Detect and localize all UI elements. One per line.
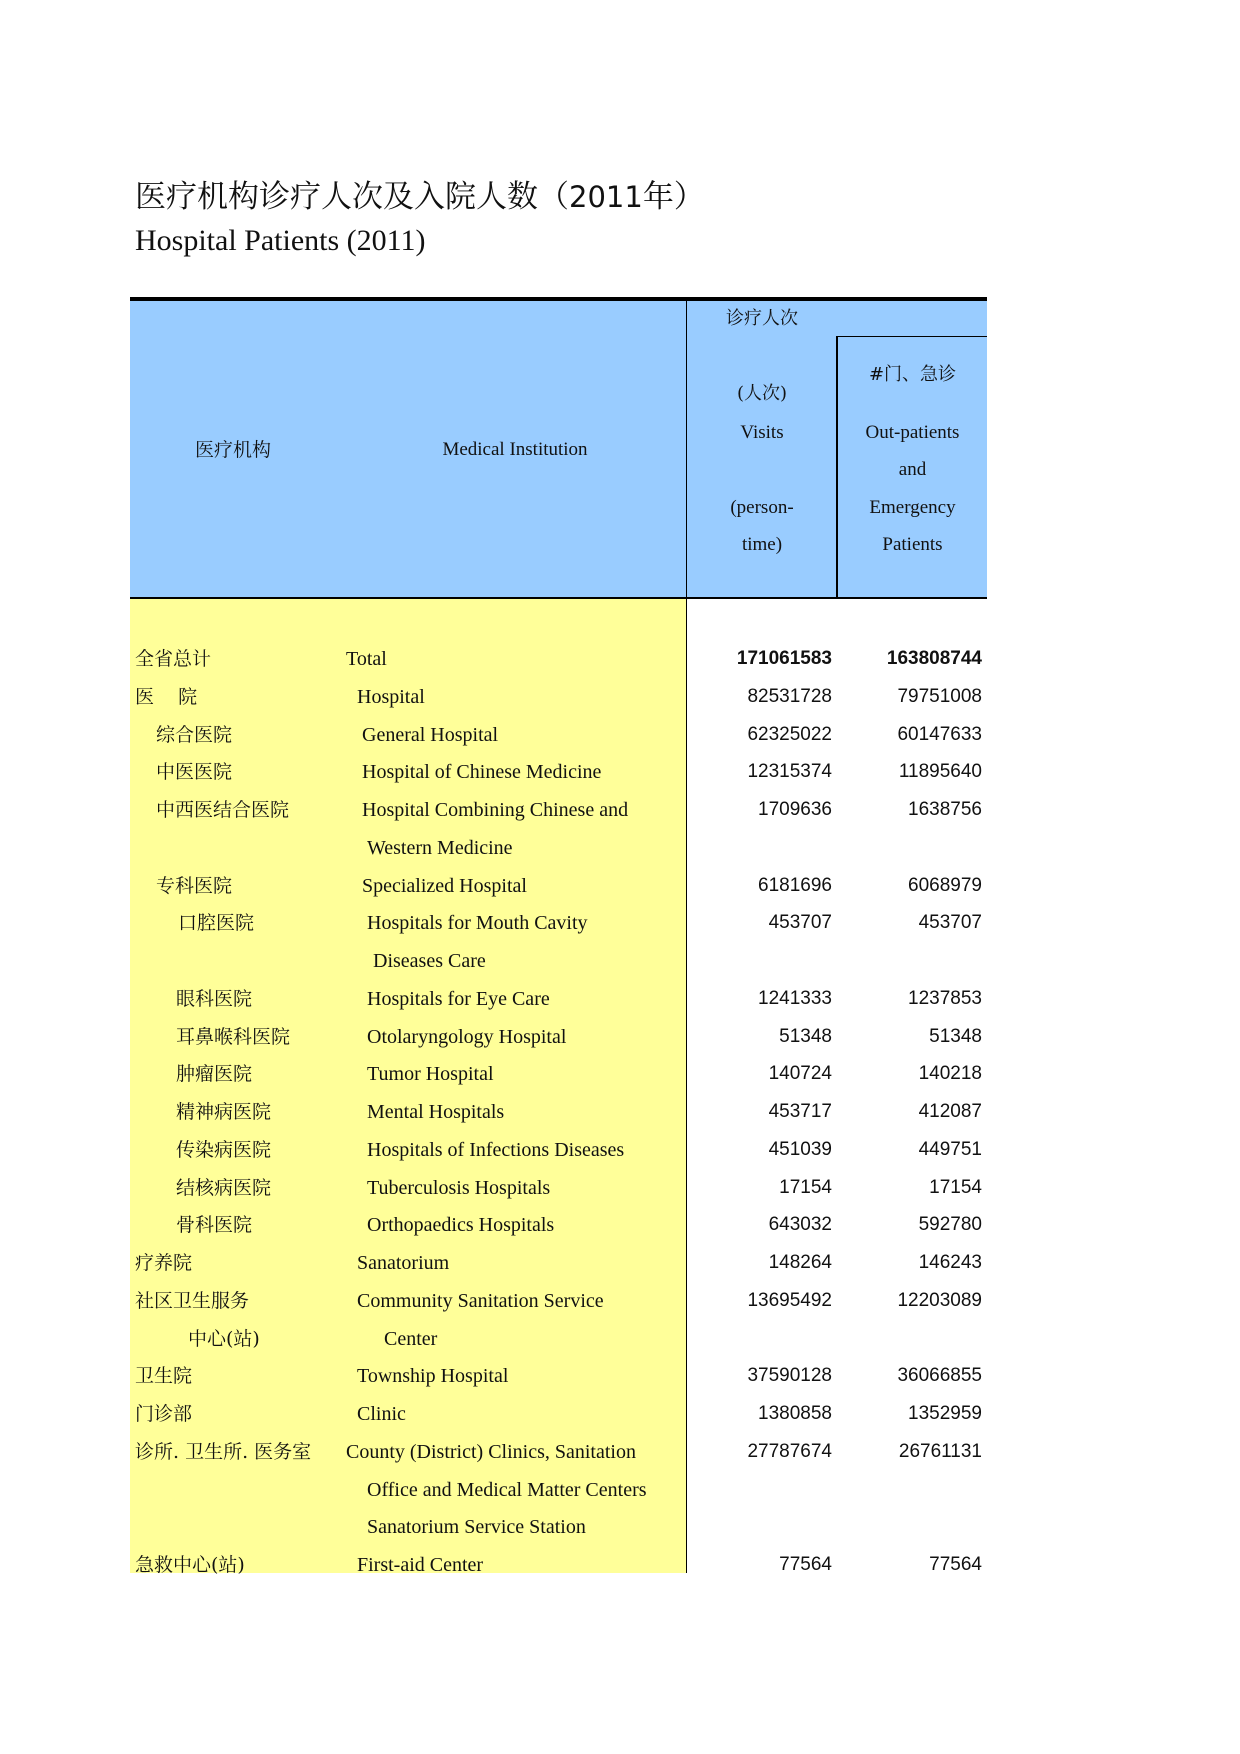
row-outpatients-value: 60147633: [897, 724, 982, 745]
row-label-en: Hospitals of Infections Diseases: [367, 1139, 625, 1161]
row-label-zh: 卫生院: [135, 1365, 193, 1387]
row-visits-value: 1241333: [758, 988, 832, 1009]
row-label-en: Sanatorium: [357, 1252, 450, 1274]
row-visits-value: 171061583: [736, 648, 832, 669]
row-label-en: Hospital Combining Chinese and: [362, 799, 629, 821]
row-label-zh: 疗养院: [135, 1252, 193, 1274]
row-outpatients-value: 1352959: [908, 1403, 982, 1424]
row-label-zh: 中医医院: [156, 761, 233, 783]
row-label-en: Tuberculosis Hospitals: [367, 1177, 551, 1199]
row-label-zh: 全省总计: [135, 648, 212, 670]
header-outpatients-en-3: Emergency: [869, 497, 956, 518]
title-zh-suffix: 年）: [642, 179, 705, 214]
row-outpatients-value: 412087: [918, 1101, 982, 1122]
column-divider-labels-values: [686, 301, 687, 1573]
row-label-en: Orthopaedics Hospitals: [367, 1214, 555, 1236]
row-visits-value: 6181696: [758, 875, 832, 896]
row-outpatients-value: 449751: [918, 1139, 982, 1160]
row-visits-value: 453707: [768, 912, 832, 933]
row-label-en-continued: Western Medicine: [367, 837, 513, 859]
row-label-en: Specialized Hospital: [362, 875, 527, 897]
row-outpatients-value: 146243: [918, 1252, 982, 1273]
row-label-zh: 社区卫生服务: [135, 1290, 250, 1312]
row-label-en: Hospitals for Mouth Cavity: [367, 912, 588, 934]
row-label-zh: 专科医院: [156, 875, 233, 897]
row-label-en-continued: Office and Medical Matter Centers: [367, 1479, 647, 1501]
row-label-zh: 中西医结合医院: [156, 799, 290, 821]
row-outpatients-value: 6068979: [908, 875, 982, 896]
row-label-zh: 医 院: [135, 686, 198, 708]
row-outpatients-value: 11895640: [898, 761, 982, 782]
row-outpatients-value: 592780: [918, 1214, 982, 1235]
row-visits-value: 17154: [779, 1177, 832, 1198]
row-label-en: Mental Hospitals: [367, 1101, 505, 1123]
row-label-en: General Hospital: [362, 724, 499, 746]
row-label-zh: 口腔医院: [178, 912, 255, 934]
row-outpatients-value: 1237853: [908, 988, 982, 1009]
row-label-en: Hospital: [357, 686, 425, 708]
row-label-en-continued: Center: [384, 1328, 438, 1350]
row-label-zh: 门诊部: [135, 1403, 193, 1425]
row-label-en: First-aid Center: [357, 1554, 484, 1576]
row-label-zh: 急救中心(站): [135, 1554, 245, 1576]
header-institution-zh: 医疗机构: [195, 439, 272, 461]
header-visits-en: Visits: [740, 422, 784, 443]
row-label-en: Township Hospital: [357, 1365, 509, 1387]
title-year: 2011: [569, 180, 643, 214]
page-title-en: Hospital Patients (2011): [135, 224, 426, 257]
row-label-en-continued: Diseases Care: [373, 950, 486, 972]
row-label-en: Community Sanitation Service: [357, 1290, 604, 1312]
row-label-en: Hospital of Chinese Medicine: [362, 761, 602, 783]
header-visits-unit-en-2: time): [741, 534, 783, 555]
page-title-zh: [135, 178, 705, 216]
row-label-zh: 眼科医院: [176, 988, 253, 1010]
row-visits-value: 453717: [768, 1101, 832, 1122]
row-label-zh: 精神病医院: [176, 1101, 272, 1123]
row-outpatients-value: 163808744: [886, 648, 982, 669]
row-label-zh-continued: 中心(站): [188, 1328, 260, 1350]
row-outpatients-value: 453707: [918, 912, 982, 933]
row-label-zh: 耳鼻喉科医院: [176, 1026, 291, 1048]
row-outpatients-value: 26761131: [898, 1441, 982, 1462]
header-outpatients-en-4: Patients: [882, 534, 943, 555]
row-outpatients-value: 12203089: [897, 1290, 982, 1311]
row-label-en: Otolaryngology Hospital: [367, 1026, 567, 1048]
row-label-en-continued-2: Sanatorium Service Station: [367, 1516, 586, 1538]
title-zh-text: 医疗机构诊疗人次及入院人数（: [135, 179, 569, 214]
header-visits-unit-en-1: (person-: [730, 497, 794, 518]
row-outpatients-value: 140218: [918, 1063, 982, 1084]
row-label-zh: 肿瘤医院: [176, 1063, 253, 1085]
row-visits-value: 13695492: [747, 1290, 832, 1311]
row-label-zh: 诊所. 卫生所. 医务室: [135, 1441, 312, 1463]
row-visits-value: 51348: [779, 1026, 832, 1047]
row-visits-value: 140724: [768, 1063, 832, 1084]
row-outpatients-value: 77564: [929, 1554, 982, 1575]
row-label-en: Clinic: [357, 1403, 406, 1425]
row-outpatients-value: 36066855: [897, 1365, 982, 1386]
table-header-bottom-border: [130, 597, 987, 599]
row-outpatients-value: 1638756: [908, 799, 982, 820]
row-visits-value: 12315374: [747, 761, 832, 782]
row-visits-value: 27787674: [747, 1441, 832, 1462]
row-visits-value: 643032: [768, 1214, 832, 1235]
row-visits-value: 62325022: [747, 724, 832, 745]
header-outpatients-en-1: Out-patients: [865, 422, 960, 443]
row-label-en: Hospitals for Eye Care: [367, 988, 550, 1010]
row-visits-value: 451039: [768, 1139, 832, 1160]
row-visits-value: 1380858: [758, 1403, 832, 1424]
row-visits-value: 37590128: [747, 1365, 832, 1386]
header-outpatients-zh: #门、急诊: [868, 364, 957, 385]
row-outpatients-value: 17154: [929, 1177, 982, 1198]
row-label-zh: 结核病医院: [176, 1177, 272, 1199]
row-label-en: Total: [346, 648, 387, 670]
header-visits-unit-zh: (人次): [736, 383, 788, 404]
row-outpatients-value: 51348: [929, 1026, 982, 1047]
row-visits-value: 77564: [779, 1554, 832, 1575]
row-label-zh: 传染病医院: [176, 1139, 272, 1161]
row-label-zh: 骨科医院: [176, 1214, 253, 1236]
subheader-top-border: [836, 336, 987, 337]
row-label-en: County (District) Clinics, Sanitation: [346, 1441, 636, 1463]
row-visits-value: 1709636: [758, 799, 832, 820]
row-visits-value: 148264: [768, 1252, 832, 1273]
row-outpatients-value: 79751008: [897, 686, 982, 707]
row-label-zh: 综合医院: [156, 724, 233, 746]
row-label-en: Tumor Hospital: [367, 1063, 494, 1085]
header-outpatients-en-2: and: [898, 459, 927, 480]
header-institution-en: Medical Institution: [442, 439, 588, 460]
row-visits-value: 82531728: [747, 686, 832, 707]
header-visits-group-zh: 诊疗人次: [726, 308, 798, 329]
